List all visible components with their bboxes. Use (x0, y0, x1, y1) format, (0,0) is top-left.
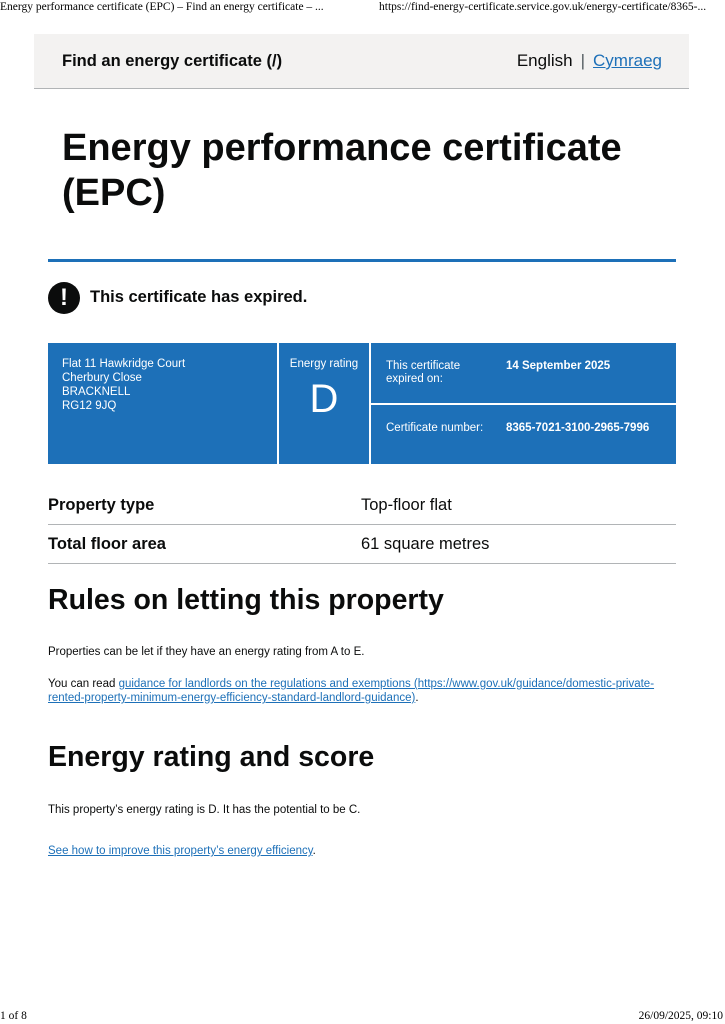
service-name-suffix: (/) (261, 52, 283, 70)
address-line: Cherbury Close (62, 372, 142, 384)
print-footer (0, 1010, 725, 1024)
print-page-url: https://find-energy-certificate.service.gov.uk/energy-certificate/8365-... (379, 1, 707, 13)
landlord-guidance-link[interactable]: guidance for landlords on the regulations and exemptions (https://www.gov.uk/guidance/domestic-private-rented-property-minimum-energy-efficiency-standard-landlord-guidance) (48, 678, 655, 704)
language-switcher (517, 51, 662, 71)
page-title: Energy performance certificate (EPC) (62, 127, 622, 214)
letting-heading: Rules on letting this property (48, 584, 444, 616)
lang-english: English (516, 51, 573, 70)
summary-value: 61 square metres (361, 535, 490, 553)
energy-rating-cell (279, 343, 369, 464)
summary-key: Total floor area (48, 535, 166, 553)
letting-paragraph: Properties can be let if they have an energy rating from A to E. (48, 646, 365, 658)
page-number: 1 of 8 (0, 1010, 27, 1022)
certificate-number-cell (371, 405, 676, 464)
print-page-title: Energy performance certificate (EPC) – Find an energy certificate – ... (0, 1, 324, 13)
letting-guidance-paragraph (48, 677, 676, 705)
letting-guidance-suffix: . (415, 692, 419, 704)
letting-guidance-prefix: You can read (48, 678, 119, 690)
summary-value: Top-floor flat (361, 496, 452, 514)
improve-link-paragraph (48, 844, 676, 858)
print-header (0, 0, 725, 16)
energy-rating-value: D (309, 377, 339, 421)
improve-link-suffix: . (312, 845, 316, 857)
lang-separator: | (580, 51, 586, 70)
certificate-summary-box (48, 343, 676, 464)
print-datetime: 26/09/2025, 09:10 (638, 1010, 723, 1022)
expiry-cell (371, 343, 676, 403)
service-name-link[interactable] (62, 52, 282, 71)
property-summary-list (48, 486, 676, 564)
rating-score-heading: Energy rating and score (48, 741, 375, 773)
property-address (48, 343, 277, 464)
service-name: Find an energy certificate (62, 52, 262, 70)
summary-row (48, 486, 676, 525)
address-line: RG12 9JQ (62, 400, 117, 412)
expired-warning: This certificate has expired. (90, 288, 308, 306)
address-line: Flat 11 Hawkridge Court (62, 358, 186, 370)
rating-score-paragraph: This property’s energy rating is D. It has the potential to be C. (48, 804, 361, 816)
expiry-date: 14 September 2025 (506, 360, 611, 372)
summary-row (48, 525, 676, 564)
title-divider (48, 259, 676, 262)
improve-efficiency-link[interactable]: See how to improve this property’s energy efficiency (48, 845, 313, 857)
service-header (34, 34, 689, 89)
lang-welsh-link[interactable]: Cymraeg (593, 51, 662, 70)
expiry-label: This certificate expired on: (386, 360, 461, 385)
warning-icon: ! (48, 282, 80, 314)
address-line: BRACKNELL (62, 386, 131, 398)
summary-key: Property type (48, 496, 155, 514)
certificate-number-label: Certificate number: (386, 422, 484, 434)
certificate-number: 8365-7021-3100-2965-7996 (506, 422, 650, 434)
energy-rating-label: Energy rating (289, 358, 359, 370)
